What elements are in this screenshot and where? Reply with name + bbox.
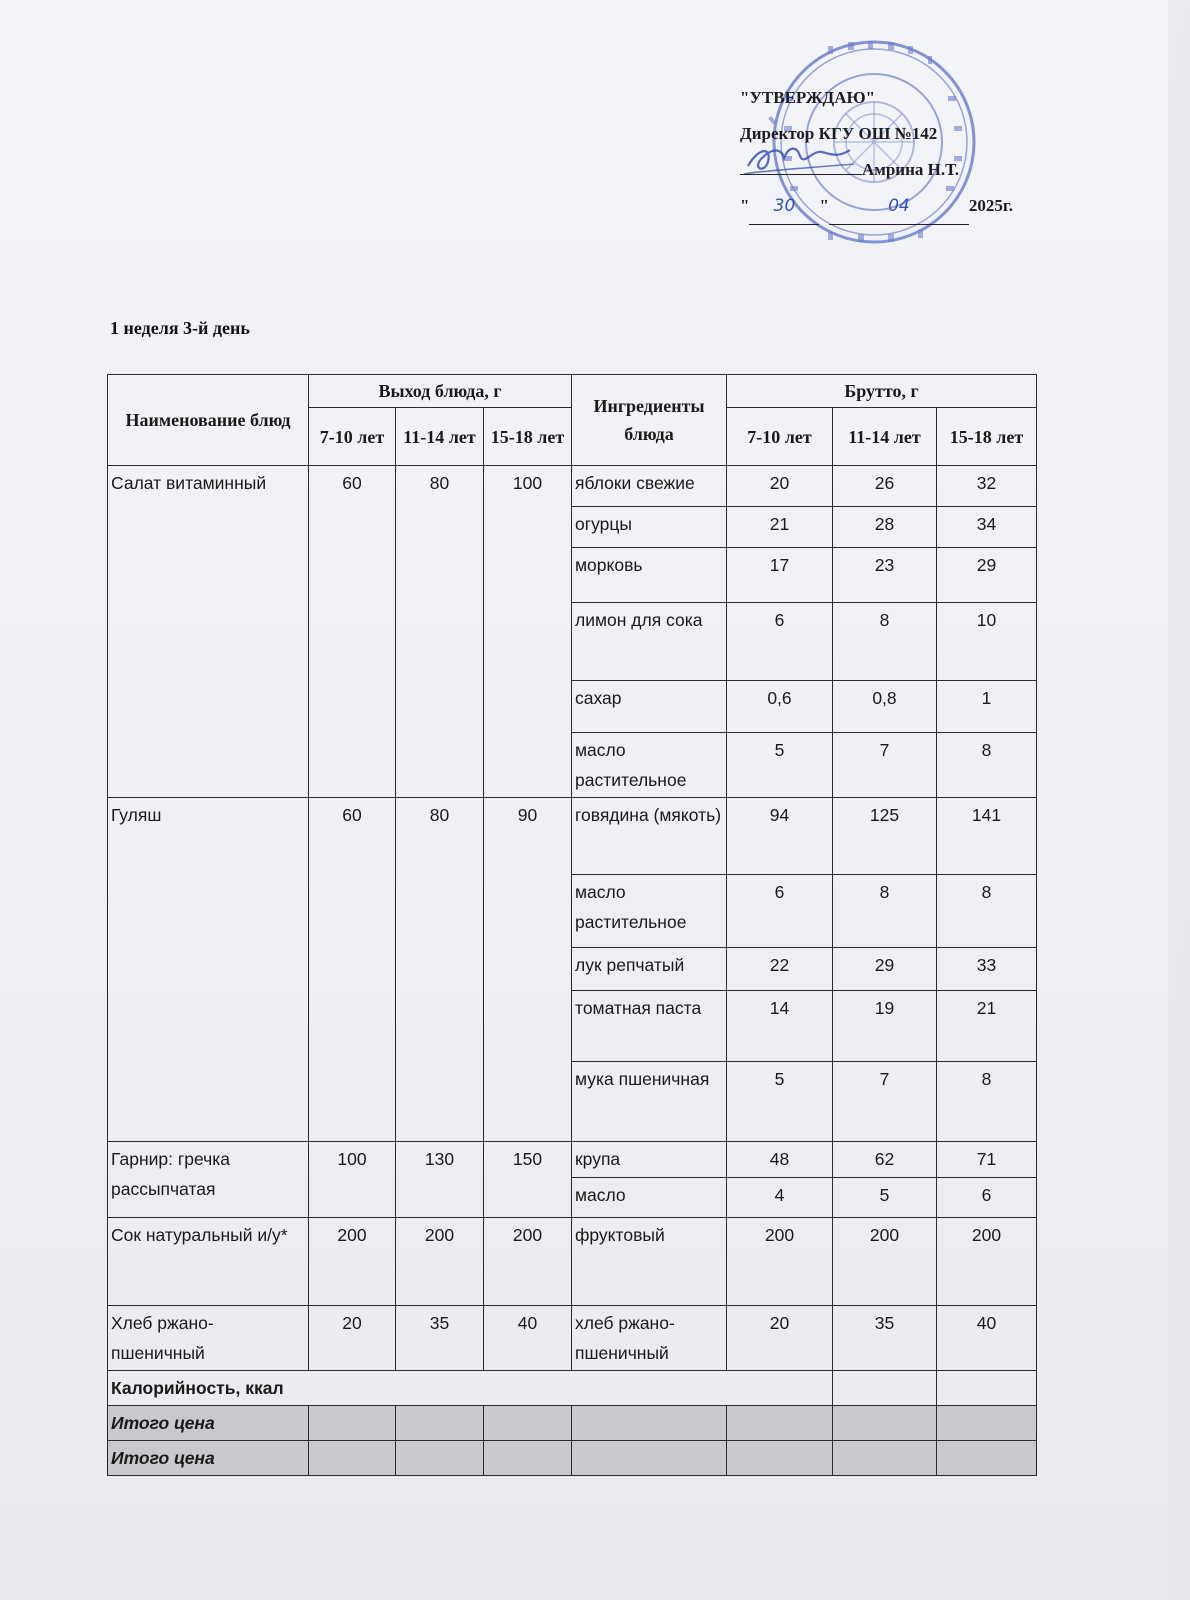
brutto-value: 7 bbox=[833, 733, 937, 798]
brutto-value: 8 bbox=[937, 1062, 1037, 1142]
total-cell bbox=[396, 1406, 484, 1441]
ingredient-name: фруктовый bbox=[572, 1218, 727, 1306]
dish-output: 200 bbox=[309, 1218, 396, 1306]
table-row bbox=[108, 1218, 1037, 1306]
total-cell bbox=[484, 1441, 572, 1476]
brutto-value: 8 bbox=[937, 875, 1037, 948]
brutto-value: 8 bbox=[833, 875, 937, 948]
brutto-value: 200 bbox=[833, 1218, 937, 1306]
dish-name: Гарнир: гречка рассыпчатая bbox=[108, 1142, 309, 1218]
total-cell bbox=[309, 1406, 396, 1441]
calories-row bbox=[108, 1371, 1037, 1406]
ingredient-name: сахар bbox=[572, 681, 727, 733]
total-price-row bbox=[108, 1441, 1037, 1476]
header-output: Выход блюда, г bbox=[309, 375, 572, 408]
total-cell bbox=[937, 1406, 1037, 1441]
brutto-value: 71 bbox=[937, 1142, 1037, 1178]
approval-block bbox=[740, 80, 1013, 225]
header-brutto-age: 11-14 лет bbox=[833, 408, 937, 466]
ingredient-name: говядина (мякоть) bbox=[572, 798, 727, 875]
total-price-row bbox=[108, 1406, 1037, 1441]
dish-name: Гуляш bbox=[108, 798, 309, 1142]
approval-position: Директор КГУ ОШ №142 bbox=[740, 124, 938, 143]
brutto-value: 6 bbox=[727, 875, 833, 948]
dish-output: 35 bbox=[396, 1306, 484, 1371]
brutto-value: 1 bbox=[937, 681, 1037, 733]
header-output-age: 7-10 лет bbox=[309, 408, 396, 466]
dish-output: 200 bbox=[396, 1218, 484, 1306]
brutto-value: 125 bbox=[833, 798, 937, 875]
total-cell bbox=[833, 1406, 937, 1441]
brutto-value: 32 bbox=[937, 466, 1037, 507]
director-name: Амрина Н.Т. bbox=[862, 160, 960, 179]
brutto-value: 28 bbox=[833, 507, 937, 548]
brutto-value: 14 bbox=[727, 991, 833, 1062]
total-price-label: Итого цена bbox=[108, 1441, 309, 1476]
calories-value-empty bbox=[937, 1371, 1037, 1406]
dish-name: Хлеб ржано-пшеничный bbox=[108, 1306, 309, 1371]
brutto-value: 0,8 bbox=[833, 681, 937, 733]
ingredient-name: масло растительное bbox=[572, 875, 727, 948]
dish-output: 90 bbox=[484, 798, 572, 1142]
dish-output: 100 bbox=[309, 1142, 396, 1218]
brutto-value: 29 bbox=[937, 548, 1037, 603]
total-cell bbox=[833, 1441, 937, 1476]
brutto-value: 20 bbox=[727, 1306, 833, 1371]
brutto-value: 21 bbox=[937, 991, 1037, 1062]
calories-value-empty bbox=[833, 1371, 937, 1406]
total-cell bbox=[572, 1406, 727, 1441]
ingredient-name: масло растительное bbox=[572, 733, 727, 798]
ingredient-name: крупа bbox=[572, 1142, 727, 1178]
dish-output: 100 bbox=[484, 466, 572, 798]
menu-table bbox=[107, 374, 1037, 1476]
date-day: 30 bbox=[773, 196, 796, 216]
dish-output: 200 bbox=[484, 1218, 572, 1306]
date-quote-open: " bbox=[740, 196, 750, 215]
header-brutto: Брутто, г bbox=[727, 375, 1037, 408]
brutto-value: 10 bbox=[937, 603, 1037, 681]
dish-output: 80 bbox=[396, 466, 484, 798]
dish-output: 80 bbox=[396, 798, 484, 1142]
header-ingredients: Ингредиенты блюда bbox=[572, 375, 727, 466]
header-brutto-age: 7-10 лет bbox=[727, 408, 833, 466]
brutto-value: 26 bbox=[833, 466, 937, 507]
brutto-value: 94 bbox=[727, 798, 833, 875]
total-cell bbox=[484, 1406, 572, 1441]
approval-date-line bbox=[740, 188, 1013, 225]
header-brutto-age: 15-18 лет bbox=[937, 408, 1037, 466]
dish-output: 130 bbox=[396, 1142, 484, 1218]
dish-name: Салат витаминный bbox=[108, 466, 309, 798]
total-price-label: Итого цена bbox=[108, 1406, 309, 1441]
total-cell bbox=[572, 1441, 727, 1476]
ingredient-name: мука пшеничная bbox=[572, 1062, 727, 1142]
header-output-age: 11-14 лет bbox=[396, 408, 484, 466]
calories-label: Калорийность, ккал bbox=[108, 1371, 833, 1406]
brutto-value: 23 bbox=[833, 548, 937, 603]
brutto-value: 5 bbox=[833, 1178, 937, 1218]
header-output-age: 15-18 лет bbox=[484, 408, 572, 466]
ingredient-name: лимон для сока bbox=[572, 603, 727, 681]
total-cell bbox=[937, 1441, 1037, 1476]
brutto-value: 21 bbox=[727, 507, 833, 548]
brutto-value: 22 bbox=[727, 948, 833, 991]
signature-blank bbox=[740, 174, 862, 175]
brutto-value: 17 bbox=[727, 548, 833, 603]
date-month: 04 bbox=[888, 196, 910, 216]
ingredient-name: яблоки свежие bbox=[572, 466, 727, 507]
brutto-value: 40 bbox=[937, 1306, 1037, 1371]
date-day-field bbox=[749, 188, 819, 225]
brutto-value: 8 bbox=[833, 603, 937, 681]
dish-output: 60 bbox=[309, 798, 396, 1142]
menu-day-heading: 1 неделя 3-й день bbox=[110, 318, 250, 338]
ingredient-name: хлеб ржано-пшеничный bbox=[572, 1306, 727, 1371]
table-row bbox=[108, 798, 1037, 875]
brutto-value: 29 bbox=[833, 948, 937, 991]
brutto-value: 5 bbox=[727, 1062, 833, 1142]
total-cell bbox=[727, 1406, 833, 1441]
total-cell bbox=[309, 1441, 396, 1476]
brutto-value: 6 bbox=[937, 1178, 1037, 1218]
ingredient-name: огурцы bbox=[572, 507, 727, 548]
dish-output: 20 bbox=[309, 1306, 396, 1371]
total-cell bbox=[396, 1441, 484, 1476]
approval-title: "УТВЕРЖДАЮ" bbox=[740, 88, 876, 107]
header-dish-name: Наименование блюд bbox=[108, 375, 309, 466]
date-quote-close: " bbox=[819, 196, 829, 215]
ingredient-name: масло bbox=[572, 1178, 727, 1218]
total-cell bbox=[727, 1441, 833, 1476]
brutto-value: 8 bbox=[937, 733, 1037, 798]
brutto-value: 48 bbox=[727, 1142, 833, 1178]
brutto-value: 200 bbox=[937, 1218, 1037, 1306]
table-row bbox=[108, 1306, 1037, 1371]
approval-name-line bbox=[740, 152, 1013, 188]
dish-output: 40 bbox=[484, 1306, 572, 1371]
brutto-value: 62 bbox=[833, 1142, 937, 1178]
brutto-value: 33 bbox=[937, 948, 1037, 991]
brutto-value: 19 bbox=[833, 991, 937, 1062]
brutto-value: 35 bbox=[833, 1306, 937, 1371]
brutto-value: 200 bbox=[727, 1218, 833, 1306]
brutto-value: 5 bbox=[727, 733, 833, 798]
date-month-field bbox=[829, 188, 969, 225]
ingredient-name: лук репчатый bbox=[572, 948, 727, 991]
brutto-value: 6 bbox=[727, 603, 833, 681]
brutto-value: 34 bbox=[937, 507, 1037, 548]
dish-output: 150 bbox=[484, 1142, 572, 1218]
ingredient-name: морковь bbox=[572, 548, 727, 603]
ingredient-name: томатная паста bbox=[572, 991, 727, 1062]
brutto-value: 20 bbox=[727, 466, 833, 507]
brutto-value: 141 bbox=[937, 798, 1037, 875]
date-year: 2025г. bbox=[968, 196, 1013, 215]
table-row bbox=[108, 466, 1037, 507]
dish-name: Сок натуральный и/у* bbox=[108, 1218, 309, 1306]
brutto-value: 7 bbox=[833, 1062, 937, 1142]
brutto-value: 0,6 bbox=[727, 681, 833, 733]
brutto-value: 4 bbox=[727, 1178, 833, 1218]
table-row bbox=[108, 1142, 1037, 1178]
dish-output: 60 bbox=[309, 466, 396, 798]
